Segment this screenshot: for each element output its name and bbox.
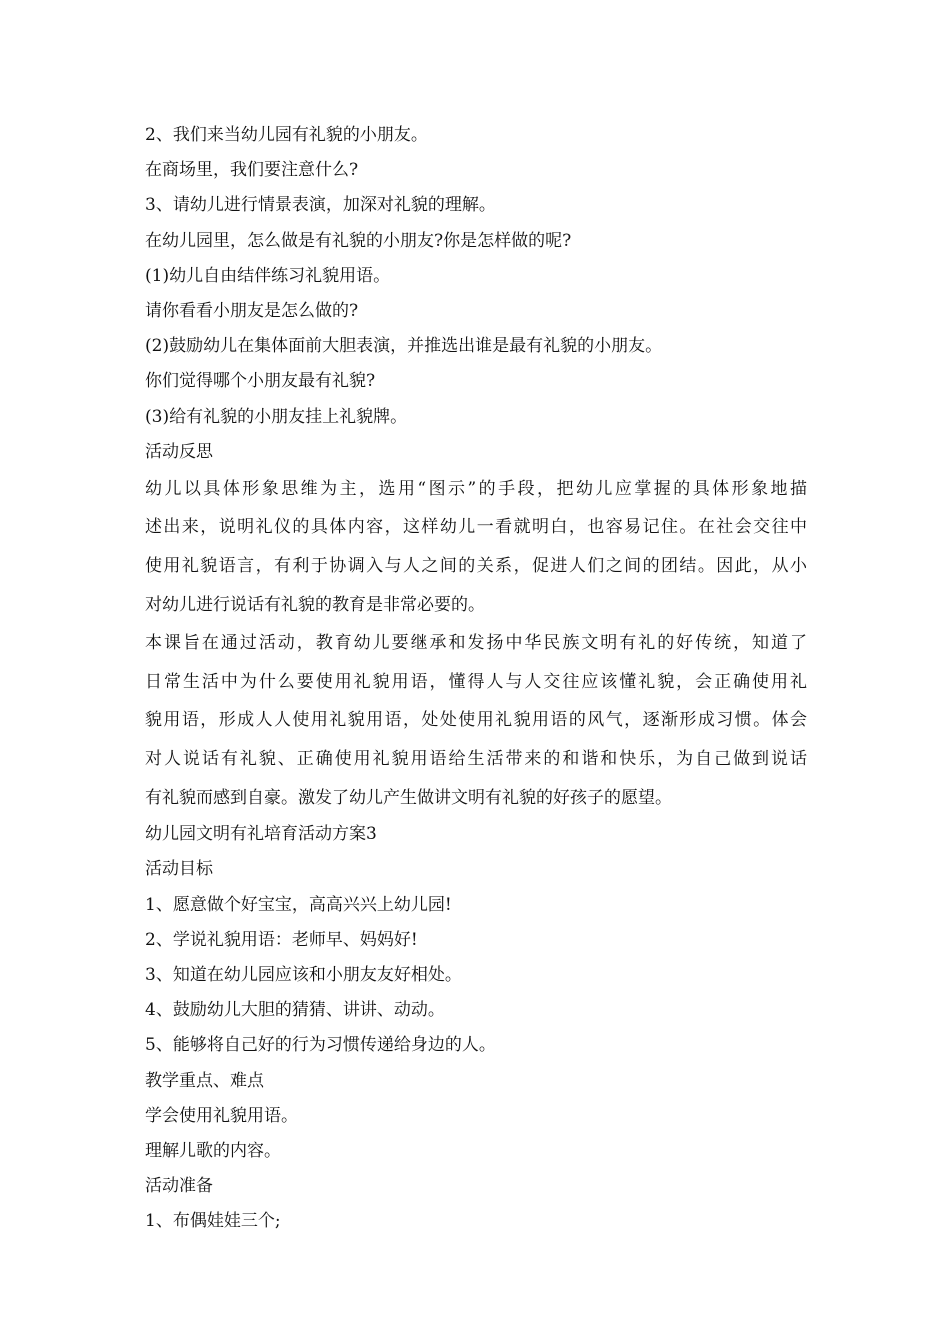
list-item: 1、愿意做个好宝宝，高高兴兴上幼儿园! <box>145 894 452 915</box>
plan-title: 幼儿园文明有礼培育活动方案3 <box>145 824 377 845</box>
list-item: 5、能够将自己好的行为习惯传递给身边的人。 <box>145 1035 496 1056</box>
text-line: 3、请幼儿进行情景表演，加深对礼貌的理解。 <box>145 195 496 216</box>
paragraph-line: 对人说话有礼貌、正确使用礼貌用语给生活带来的和谐和快乐，为自己做到说话 <box>145 749 807 770</box>
list-item: 3、知道在幼儿园应该和小朋友友好相处。 <box>145 964 462 985</box>
paragraph-line: 日常生活中为什么要使用礼貌用语，懂得人与人交往应该懂礼貌，会正确使用礼 <box>145 671 807 692</box>
paragraph-line: 使用礼貌语言，有利于协调入与人之间的关系，促进人们之间的团结。因此，从小 <box>145 556 807 577</box>
text-line: (3)给有礼貌的小朋友挂上礼貌牌。 <box>145 406 408 427</box>
text-line: 在幼儿园里，怎么做是有礼貌的小朋友?你是怎样做的呢? <box>145 230 572 251</box>
reflection-paragraph-1 <box>145 470 807 624</box>
paragraph-line: 有礼貌而感到自豪。激发了幼儿产生做讲文明有礼貌的好孩子的愿望。 <box>145 787 672 808</box>
section-heading: 教学重点、难点 <box>145 1070 264 1091</box>
list-item: 2、学说礼貌用语：老师早、妈妈好! <box>145 929 418 950</box>
text-line: 2、我们来当幼儿园有礼貌的小朋友。 <box>145 125 428 145</box>
paragraph-line: 本课旨在通过活动，教育幼儿要继承和发扬中华民族文明有礼的好传统，知道了 <box>145 633 807 654</box>
text-line: 请你看看小朋友是怎么做的? <box>145 300 359 321</box>
text-line: (1)幼儿自由结伴练习礼貌用语。 <box>145 265 391 286</box>
paragraph-line: 貌用语，形成人人使用礼貌用语，处处使用礼貌用语的风气，逐渐形成习惯。体会 <box>145 710 807 731</box>
reflection-paragraph-2 <box>145 624 807 817</box>
text-line: 学会使用礼貌用语。 <box>145 1105 298 1126</box>
text-line: 理解儿歌的内容。 <box>145 1140 281 1161</box>
section-heading: 活动目标 <box>145 859 213 880</box>
list-item: 4、鼓励幼儿大胆的猜猜、讲讲、动动。 <box>145 1000 445 1021</box>
text-line: 你们觉得哪个小朋友最有礼貌? <box>145 371 376 392</box>
paragraph-line: 幼儿以具体形象思维为主，选用“图示”的手段，把幼儿应掌握的具体形象地描 <box>145 478 807 499</box>
section-heading: 活动准备 <box>145 1176 213 1197</box>
paragraph-line: 对幼儿进行说话有礼貌的教育是非常必要的。 <box>145 594 485 615</box>
document-page <box>145 118 807 1239</box>
paragraph-line: 述出来，说明礼仪的具体内容，这样幼儿一看就明白，也容易记住。在社会交往中 <box>145 517 807 538</box>
list-item: 1、布偶娃娃三个; <box>145 1211 281 1232</box>
text-line: (2)鼓励幼儿在集体面前大胆表演，并推选出谁是最有礼貌的小朋友。 <box>145 336 663 357</box>
text-line: 在商场里，我们要注意什么? <box>145 160 359 181</box>
section-heading: 活动反思 <box>145 441 213 462</box>
